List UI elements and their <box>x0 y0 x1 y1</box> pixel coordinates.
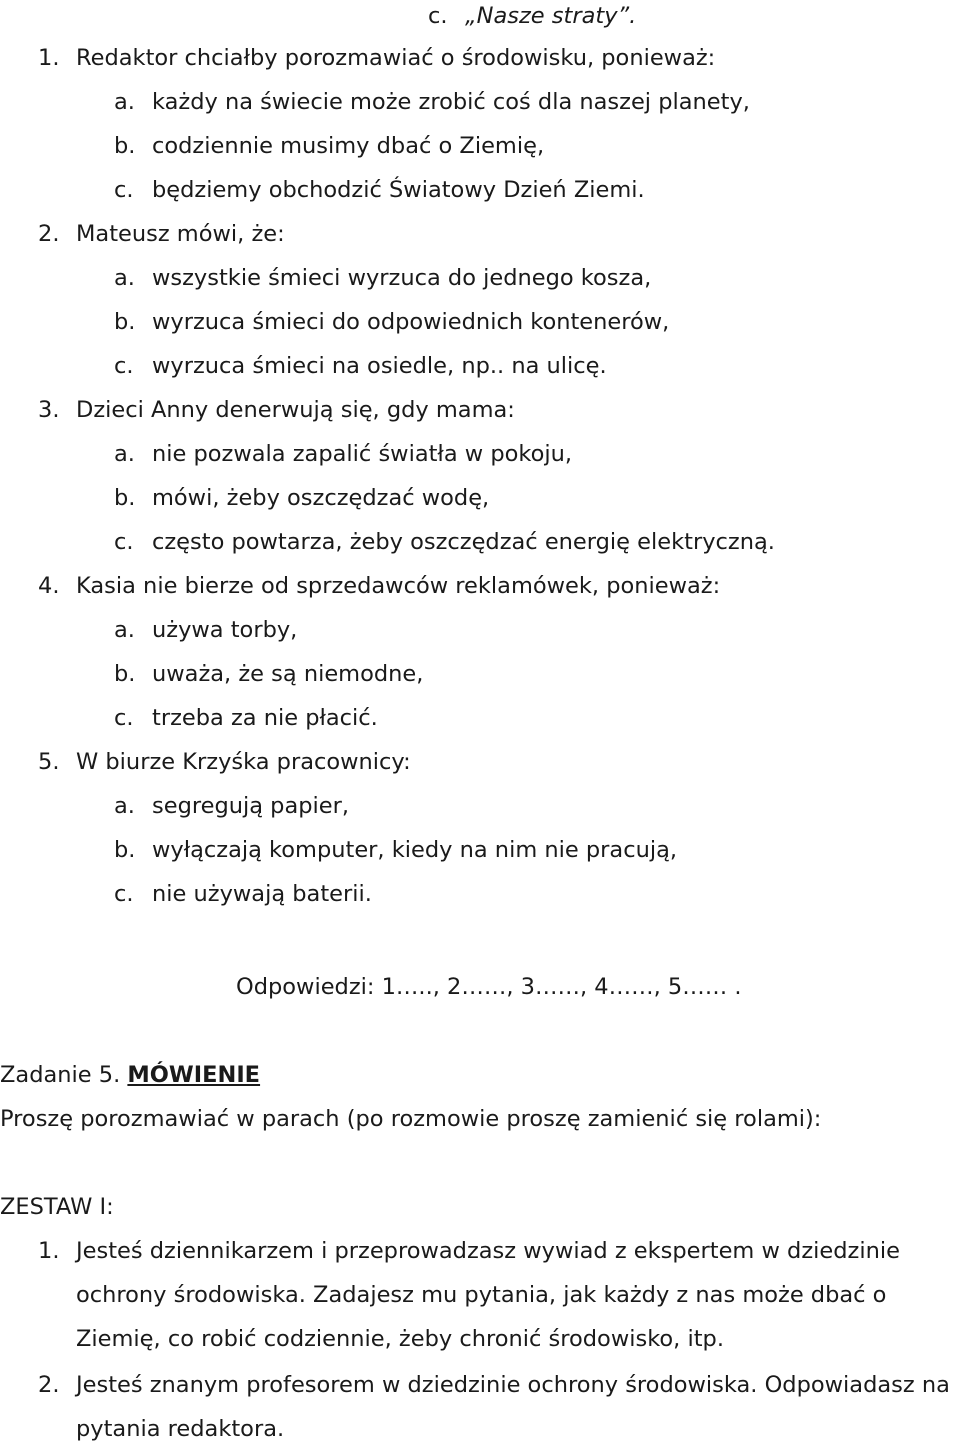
question-text: Redaktor chciałby porozmawiać o środowisku, ponieważ: <box>76 45 716 71</box>
option-text: wyłączają komputer, kiedy na nim nie pracują, <box>152 837 678 863</box>
role-number: 1. <box>38 1238 60 1264</box>
option-letter: c. <box>114 353 134 379</box>
option-text: będziemy obchodzić Światowy Dzień Ziemi. <box>152 177 645 203</box>
option-letter: a. <box>114 265 135 291</box>
section-marker: c. <box>428 3 448 29</box>
role-text: Jesteś znanym profesorem w dziedzinie ochrony środowiska. Odpowiadasz na pytania redaktora. <box>76 1372 950 1442</box>
option-letter: b. <box>114 485 136 511</box>
option-text: trzeba za nie płacić. <box>152 705 378 731</box>
option-text: uważa, że są niemodne, <box>152 661 424 687</box>
option-text: codziennie musimy dbać o Ziemię, <box>152 133 545 159</box>
question-text: W biurze Krzyśka pracownicy: <box>76 749 411 775</box>
question-number: 3. <box>38 397 60 423</box>
option-letter: b. <box>114 661 136 687</box>
task-title: MÓWIENIE <box>127 1062 261 1088</box>
option-letter: c. <box>114 177 134 203</box>
role-number: 2. <box>38 1372 60 1398</box>
task-label: Zadanie 5. <box>0 1062 121 1088</box>
section-title: „Nasze straty”. <box>465 3 637 29</box>
option-text: często powtarza, żeby oszczędzać energię elektryczną. <box>152 529 775 555</box>
option-text: segregują papier, <box>152 793 350 819</box>
question-text: Mateusz mówi, że: <box>76 221 285 247</box>
task-heading <box>0 1064 260 1087</box>
instruction-text: Proszę porozmawiać w parach (po rozmowie proszę zamienić się rolami): <box>0 1106 822 1132</box>
option-letter: c. <box>114 705 134 731</box>
option-letter: b. <box>114 133 136 159</box>
option-text: wszystkie śmieci wyrzuca do jednego kosza, <box>152 265 652 291</box>
option-text: nie pozwala zapalić światła w pokoju, <box>152 441 573 467</box>
question-text: Dzieci Anny denerwują się, gdy mama: <box>76 397 515 423</box>
option-letter: a. <box>114 617 135 643</box>
option-letter: b. <box>114 837 136 863</box>
option-text: każdy na świecie może zrobić coś dla naszej planety, <box>152 89 750 115</box>
question-number: 5. <box>38 749 60 775</box>
question-number: 4. <box>38 573 60 599</box>
option-text: wyrzuca śmieci na osiedle, np.. na ulicę. <box>152 353 607 379</box>
option-text: nie używają baterii. <box>152 881 372 907</box>
option-letter: a. <box>114 89 135 115</box>
question-number: 2. <box>38 221 60 247</box>
question-text: Kasia nie bierze od sprzedawców reklamówek, ponieważ: <box>76 573 721 599</box>
option-letter: c. <box>114 529 134 555</box>
question-number: 1. <box>38 45 60 71</box>
option-letter: a. <box>114 441 135 467</box>
role-text: Jesteś dziennikarzem i przeprowadzasz wywiad z ekspertem w dziedzinie ochrony środowiska. Zadajesz mu pytania, jak każdy z nas może dbać o Ziemię, co robić codziennie, żeby chronić środowisko, itp. <box>76 1238 900 1352</box>
option-letter: c. <box>114 881 134 907</box>
option-text: mówi, żeby oszczędzać wodę, <box>152 485 490 511</box>
answers-line: Odpowiedzi: 1….., 2……, 3……, 4……, 5…… . <box>236 974 742 1000</box>
option-letter: b. <box>114 309 136 335</box>
option-text: wyrzuca śmieci do odpowiednich kontenerów, <box>152 309 670 335</box>
set-title: ZESTAW I: <box>0 1194 114 1220</box>
option-text: używa torby, <box>152 617 298 643</box>
option-letter: a. <box>114 793 135 819</box>
